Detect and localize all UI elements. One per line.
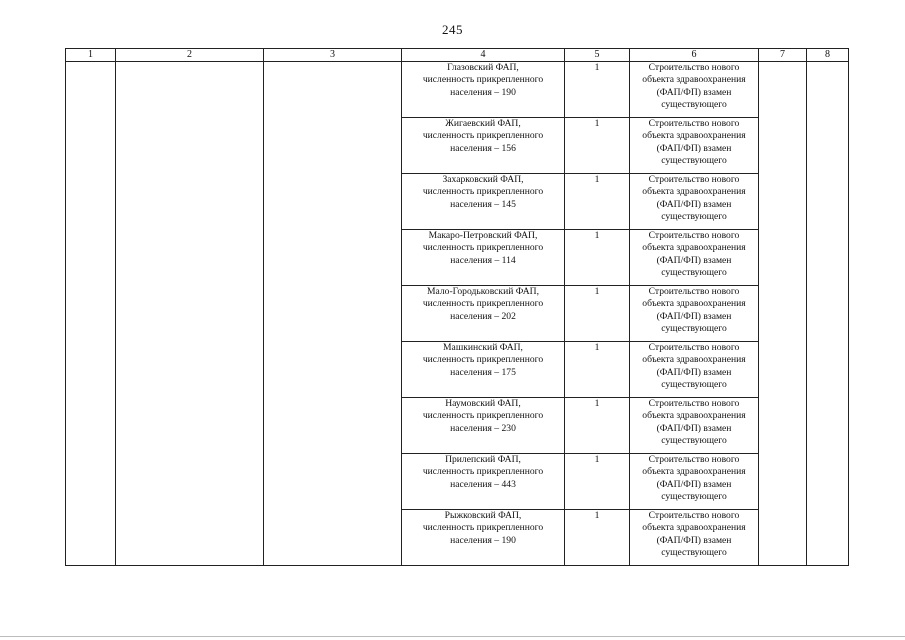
column-header-3: 3	[264, 49, 402, 62]
column-1-cell	[66, 62, 116, 566]
count-value: 1	[594, 454, 600, 465]
header-row	[66, 49, 849, 62]
facilities-table	[65, 48, 849, 566]
facility-text-line: численность прикрепленного	[422, 354, 544, 366]
count-cell	[565, 118, 630, 174]
facility-cell	[402, 398, 565, 454]
column-header-6: 6	[630, 49, 759, 62]
action-text-line: существующего	[661, 379, 727, 391]
page-number: 245	[442, 22, 463, 37]
column-2-cell	[116, 62, 264, 566]
facility-text-line: населения – 145	[450, 198, 516, 210]
action-text-line: существующего	[661, 267, 727, 279]
action-text-line: объекта здравоохранения	[642, 242, 746, 254]
facility-text-line: численность прикрепленного	[422, 410, 544, 422]
scan-edge-line	[0, 636, 905, 637]
count-cell	[565, 62, 630, 118]
action-text-line: объекта здравоохранения	[642, 410, 746, 422]
action-text-line: существующего	[661, 323, 727, 335]
action-text-line: Строительство нового	[648, 510, 740, 521]
facility-cell	[402, 342, 565, 398]
facility-cell	[402, 510, 565, 566]
action-text-line: (ФАП/ФП) взамен	[656, 86, 732, 98]
facility-text-line: населения – 156	[450, 142, 516, 154]
facility-text-line: населения – 190	[450, 534, 516, 546]
action-cell	[630, 510, 759, 566]
facility-text-line: населения – 175	[450, 366, 516, 378]
facility-text-line: населения – 443	[450, 478, 516, 490]
action-text-line: существующего	[661, 99, 727, 111]
action-text-line: объекта здравоохранения	[642, 186, 746, 198]
facility-cell	[402, 454, 565, 510]
action-text-line: (ФАП/ФП) взамен	[656, 478, 732, 490]
action-text-line: существующего	[661, 435, 727, 447]
facility-text-line: численность прикрепленного	[422, 466, 544, 478]
facility-text-line: Наумовский ФАП,	[445, 398, 521, 409]
facility-text-line: Глазовский ФАП,	[447, 62, 519, 73]
action-text-line: (ФАП/ФП) взамен	[656, 254, 732, 266]
count-cell	[565, 398, 630, 454]
action-text-line: (ФАП/ФП) взамен	[656, 142, 732, 154]
facility-text-line: населения – 230	[450, 422, 516, 434]
count-value: 1	[594, 342, 600, 353]
action-cell	[630, 342, 759, 398]
action-text-line: Строительство нового	[648, 286, 740, 297]
count-value: 1	[594, 118, 600, 129]
action-cell	[630, 230, 759, 286]
column-header-7: 7	[759, 49, 807, 62]
action-text-line: (ФАП/ФП) взамен	[656, 366, 732, 378]
facility-text-line: численность прикрепленного	[422, 130, 544, 142]
action-text-line: Строительство нового	[648, 454, 740, 465]
action-text-line: объекта здравоохранения	[642, 74, 746, 86]
facility-cell	[402, 286, 565, 342]
facility-text-line: населения – 202	[450, 310, 516, 322]
facility-text-line: Жигаевский ФАП,	[445, 118, 521, 129]
action-cell	[630, 62, 759, 118]
count-value: 1	[594, 62, 600, 73]
action-text-line: существующего	[661, 547, 727, 559]
action-text-line: Строительство нового	[648, 230, 740, 241]
action-text-line: (ФАП/ФП) взамен	[656, 310, 732, 322]
column-header-1: 1	[66, 49, 116, 62]
action-text-line: объекта здравоохранения	[642, 522, 746, 534]
facility-text-line: Захарковский ФАП,	[442, 174, 524, 185]
column-8-cell	[807, 62, 849, 566]
action-text-line: (ФАП/ФП) взамен	[656, 422, 732, 434]
count-value: 1	[594, 174, 600, 185]
facility-text-line: численность прикрепленного	[422, 522, 544, 534]
action-text-line: существующего	[661, 211, 727, 223]
facility-cell	[402, 230, 565, 286]
facility-text-line: населения – 114	[450, 254, 516, 266]
action-text-line: Строительство нового	[648, 398, 740, 409]
count-cell	[565, 286, 630, 342]
facility-text-line: Макаро-Петровский ФАП,	[428, 230, 538, 241]
count-cell	[565, 342, 630, 398]
column-header-8: 8	[807, 49, 849, 62]
action-text-line: объекта здравоохранения	[642, 466, 746, 478]
action-cell	[630, 174, 759, 230]
action-text-line: Строительство нового	[648, 174, 740, 185]
action-cell	[630, 286, 759, 342]
action-cell	[630, 398, 759, 454]
facility-text-line: численность прикрепленного	[422, 186, 544, 198]
table-row	[66, 62, 849, 118]
column-header-4: 4	[402, 49, 565, 62]
count-value: 1	[594, 510, 600, 521]
facility-text-line: Мало-Городьковский ФАП,	[427, 286, 539, 297]
count-value: 1	[594, 286, 600, 297]
column-header-2: 2	[116, 49, 264, 62]
action-text-line: Строительство нового	[648, 118, 740, 129]
facility-text-line: Машкинский ФАП,	[443, 342, 523, 353]
column-header-5: 5	[565, 49, 630, 62]
action-text-line: Строительство нового	[648, 342, 740, 353]
facility-text-line: Прилепский ФАП,	[445, 454, 521, 465]
facility-text-line: населения – 190	[450, 86, 516, 98]
facility-cell	[402, 174, 565, 230]
count-cell	[565, 174, 630, 230]
action-text-line: объекта здравоохранения	[642, 354, 746, 366]
column-3-cell	[264, 62, 402, 566]
facility-text-line: численность прикрепленного	[422, 242, 544, 254]
action-text-line: существующего	[661, 491, 727, 503]
count-cell	[565, 230, 630, 286]
facility-text-line: численность прикрепленного	[422, 74, 544, 86]
table-body	[66, 62, 849, 566]
action-cell	[630, 118, 759, 174]
count-value: 1	[594, 398, 600, 409]
column-7-cell	[759, 62, 807, 566]
action-text-line: объекта здравоохранения	[642, 298, 746, 310]
action-text-line: существующего	[661, 155, 727, 167]
facility-text-line: численность прикрепленного	[422, 298, 544, 310]
action-cell	[630, 454, 759, 510]
action-text-line: (ФАП/ФП) взамен	[656, 198, 732, 210]
count-cell	[565, 454, 630, 510]
count-cell	[565, 510, 630, 566]
facility-text-line: Рыжковский ФАП,	[444, 510, 522, 521]
action-text-line: (ФАП/ФП) взамен	[656, 534, 732, 546]
action-text-line: Строительство нового	[648, 62, 740, 73]
facility-cell	[402, 62, 565, 118]
facility-cell	[402, 118, 565, 174]
count-value: 1	[594, 230, 600, 241]
action-text-line: объекта здравоохранения	[642, 130, 746, 142]
